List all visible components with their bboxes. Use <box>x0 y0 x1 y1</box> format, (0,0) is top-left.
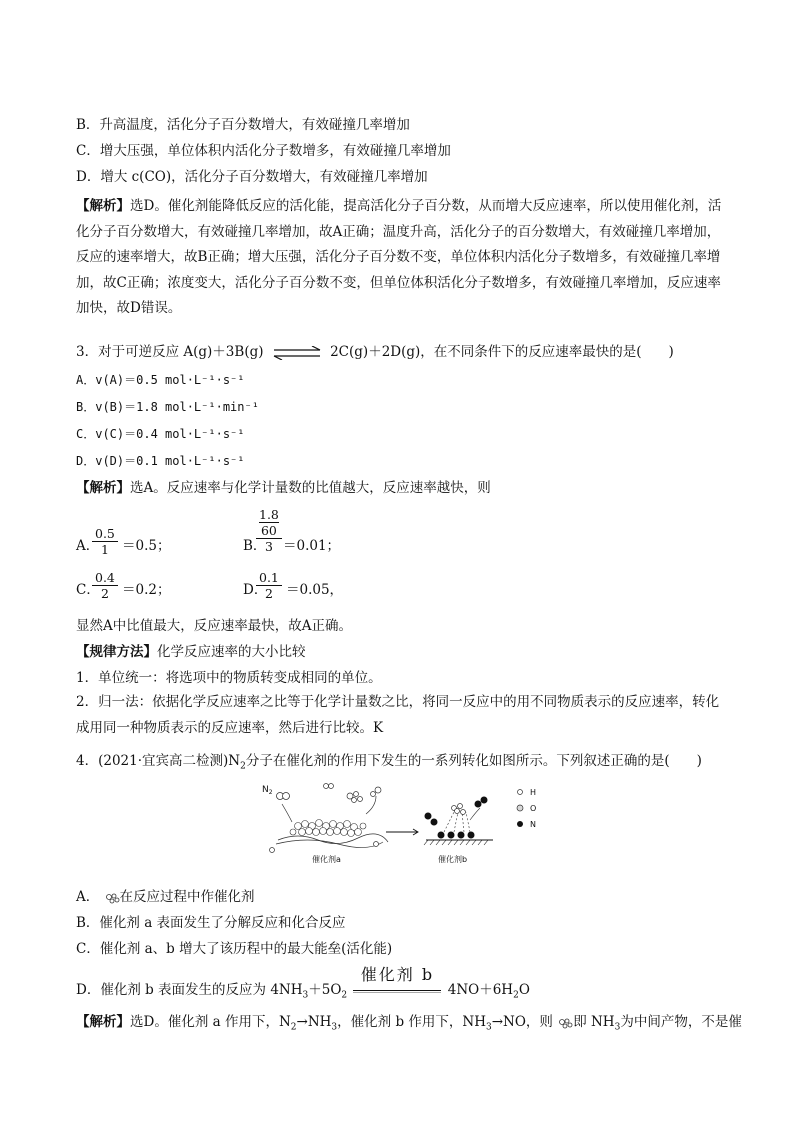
fraction-a <box>92 526 118 557</box>
q4-option-d-prefix: D．催化剂 b 表面发生的反应为 4NH <box>76 982 303 998</box>
q3-option-a: A．v(A)＝0.5 mol·L⁻¹·s⁻¹ <box>76 373 245 387</box>
nh3-sub: 3 <box>331 1022 338 1033</box>
q4-stem-suffix: 分子在催化剂的作用下发生的一系列转化如图所示。下列叙述正确的是( ) <box>245 753 702 769</box>
catalyst-figure <box>258 780 558 870</box>
calc-d-label: D． <box>243 582 268 598</box>
analysis-text: 选D。催化剂能降低反应的活化能，提高活化分子百分数，从而增大反应速率，所以使用催化剂，活化分子百分数增大，有效碰撞几率增加，故A正确；温度升高，活化分子的百分数增大，有效碰撞几率增加，反应的速率增大，故B正确；增大压强，活化分子百分数不变，单位体积内活化分子数增多，有效碰撞几率增加，故C正确；浓度变大，活化分子百分数不变，但单位体积活化分子数增多，有效碰撞几率增加，反应速率加快，故D错误。 <box>76 198 722 316</box>
calc-c-result: ＝0.2； <box>122 582 171 598</box>
q4-option-d <box>76 964 530 1005</box>
q4-option-a-text: 在反应过程中作催化剂 <box>119 889 255 905</box>
fraction-c <box>92 570 118 601</box>
q4-stem <box>76 752 702 776</box>
calc-b-result: ＝0.01； <box>283 538 341 554</box>
condition-line <box>353 990 441 993</box>
q4-option-a <box>76 888 255 906</box>
calc-b-label: B． <box>243 538 267 554</box>
fraction-b-num-top: 1.8 <box>259 507 279 522</box>
q4-analysis-4: →NO，则 <box>491 1014 553 1030</box>
fraction-b-num-bot: 60 <box>260 523 277 538</box>
analysis-tag: 【解析】 <box>76 480 130 496</box>
calc-a-result: ＝0.5； <box>122 538 171 554</box>
reversible-arrow-icon <box>272 346 322 360</box>
fraction-b <box>256 507 282 554</box>
method-heading <box>76 643 306 661</box>
legend-h-icon <box>518 790 523 795</box>
reaction-condition <box>351 964 443 1000</box>
method-tag: 【规律方法】 <box>76 644 157 660</box>
n2-sub: 2 <box>290 1022 297 1033</box>
q4-analysis-1: 选D。催化剂 a 作用下，N <box>130 1014 291 1030</box>
fraction-a-den: 1 <box>100 542 109 557</box>
fraction-d <box>256 570 282 601</box>
q3-conclusion: 显然A中比值最大，反应速率最快，故A正确。 <box>76 618 352 634</box>
fraction-c-num: 0.4 <box>92 570 118 586</box>
q4-option-c: C．催化剂 a、b 增大了该历程中的最大能垒(活化能) <box>76 941 393 957</box>
q4-stem-sub: 2 <box>240 761 246 772</box>
fraction-b-den: 3 <box>264 539 273 554</box>
q3-option-c: C．v(C)＝0.4 mol·L⁻¹·s⁻¹ <box>76 427 245 441</box>
calc-c-label: C． <box>76 582 100 598</box>
q3-stem-left: 3．对于可逆反应 A(g)＋3B(g) <box>76 344 264 360</box>
method-title: 化学反应速率的大小比较 <box>157 644 306 660</box>
q4-analysis-5: 即 NH <box>573 1014 615 1030</box>
q4-option-b: B．催化剂 a 表面发生了分解反应和化合反应 <box>76 915 346 931</box>
q4-option-d-suffix: 4NO＋6H <box>447 982 514 998</box>
legend-n-icon <box>517 821 523 827</box>
legend-h-label: H <box>530 788 537 797</box>
calc-d-result: ＝0.05， <box>286 582 344 598</box>
q4-stem-prefix: 4．(2021·宜宾高二检测)N <box>76 753 241 769</box>
legend-n-label: N <box>530 820 536 829</box>
analysis-tag: 【解析】 <box>76 1014 130 1030</box>
fraction-d-num: 0.1 <box>256 570 282 586</box>
legend-o-icon <box>517 805 523 811</box>
method-item-1: 1．单位统一：将选项中的物质转变成相同的单位。 <box>76 670 382 686</box>
q2-option-d: D．增大 c(CO)，活化分子百分数增大，有效碰撞几率增加 <box>76 169 428 185</box>
q4-analysis <box>76 1013 742 1037</box>
q3-option-d: D．v(D)＝0.1 mol·L⁻¹·s⁻¹ <box>76 454 245 468</box>
fraction-b-num <box>256 507 282 539</box>
q2-option-b: B．升高温度，活化分子百分数增大，有效碰撞几率增加 <box>76 117 410 133</box>
q2-option-c: C．增大压强，单位体积内活化分子数增多，有效碰撞几率增加 <box>76 143 451 159</box>
fraction-d-den: 2 <box>264 586 273 601</box>
q2-analysis <box>76 194 726 322</box>
condition-label: 催化剂 b <box>360 964 435 984</box>
fraction-a-num: 0.5 <box>92 526 118 542</box>
q3-option-b: B．v(B)＝1.8 mol·L⁻¹·min⁻¹ <box>76 400 259 414</box>
catalyst-a-label: 催化剂a <box>312 855 341 864</box>
nh3-sub: 3 <box>485 1022 492 1033</box>
h2o-sub: 2 <box>513 990 519 1001</box>
q4-option-d-mid: ＋5O <box>308 982 342 998</box>
legend-o-label: O <box>530 804 537 813</box>
figure-n2-label: $N_2$ <box>262 785 273 796</box>
fraction-c-den: 2 <box>100 586 109 601</box>
nh3-molecule-icon <box>557 1017 573 1029</box>
analysis-tag: 【解析】 <box>76 198 130 214</box>
q4-analysis-6: 为中间产物，不是催 <box>620 1014 742 1030</box>
q4-option-d-end: O <box>518 982 530 998</box>
q3-stem <box>76 343 674 361</box>
nh3-molecule-icon <box>104 892 120 904</box>
q4-option-a-label: A． <box>76 889 100 905</box>
calc-a-label: A． <box>76 538 100 554</box>
analysis-text: 选A。反应速率与化学计量数的比值越大，反应速率越快，则 <box>130 480 491 496</box>
q4-analysis-2: →NH <box>296 1014 332 1030</box>
catalyst-b-label: 催化剂b <box>438 855 468 864</box>
nh3-sub: 3 <box>614 1022 621 1033</box>
q4-analysis-3: ，催化剂 b 作用下，NH <box>337 1014 486 1030</box>
q3-stem-right: 2C(g)＋2D(g)，在不同条件下的反应速率最快的是( ) <box>330 344 674 360</box>
q3-analysis <box>76 479 491 497</box>
nh3-sub: 3 <box>302 990 309 1001</box>
o2-sub: 2 <box>341 990 348 1001</box>
method-item-2: 2．归一法：依据化学反应速率之比等于化学计量数之比，将同一反应中的用不同物质表示的反应速率，转化成用同一种物质表示的反应速率，然后进行比较。K <box>76 694 720 736</box>
